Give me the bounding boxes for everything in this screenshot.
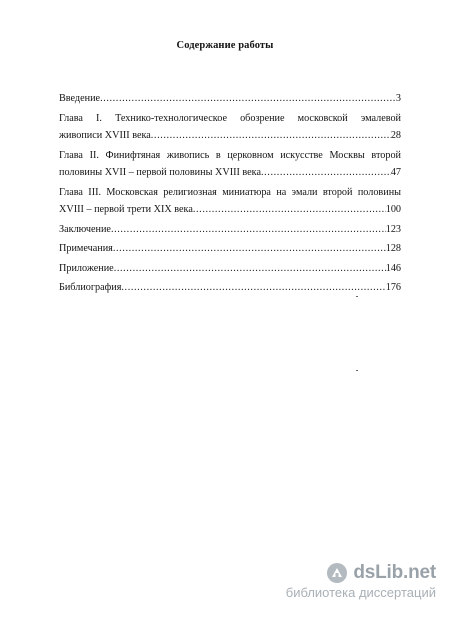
toc-label: Глава I. Технико-технологическое обозрение московской эмалевой xyxy=(59,112,401,124)
toc-entry-chapter-3 xyxy=(59,184,401,219)
toc-entry-conclusion xyxy=(59,221,401,239)
toc-page-number: 146 xyxy=(385,262,401,274)
toc-label: Библиография xyxy=(59,282,122,293)
toc-label: Глава II. Финифтяная живопись в церковном искусстве Москвы второй xyxy=(59,149,401,161)
toc-page-number: 3 xyxy=(395,93,401,104)
toc-page-number: 47 xyxy=(390,167,401,178)
toc-label-continued: XVIII – первой трети XIX века xyxy=(59,204,193,215)
toc-page-number: 123 xyxy=(385,223,401,235)
toc-entry-bibliography xyxy=(59,279,401,297)
toc-entry-appendix xyxy=(59,260,401,278)
dot-leader xyxy=(111,221,386,239)
toc-label: Глава III. Московская религиозная миниатюра на эмали второй половины xyxy=(59,186,401,198)
dot-leader xyxy=(113,240,386,258)
toc-label: Приложение xyxy=(59,262,114,274)
watermark-brand: dsLib.net xyxy=(353,562,436,583)
dot-leader xyxy=(114,260,386,278)
toc-page-number: 28 xyxy=(390,130,401,141)
dot-leader xyxy=(151,127,391,145)
scan-speck xyxy=(356,296,358,297)
toc-label: Примечания xyxy=(59,243,113,254)
dot-leader xyxy=(121,279,385,297)
toc-label: Заключение xyxy=(59,223,111,235)
toc-page-number: 176 xyxy=(385,282,401,293)
toc-label: Введение xyxy=(59,93,101,104)
toc-page-number: 128 xyxy=(385,243,401,254)
dslib-logo-icon xyxy=(326,562,348,584)
page-title: Содержание работы xyxy=(176,40,274,51)
dot-leader xyxy=(100,90,396,108)
scan-speck xyxy=(356,370,358,371)
toc-entry-chapter-1 xyxy=(59,110,401,145)
watermark xyxy=(286,562,436,600)
toc-page-number: 100 xyxy=(385,204,401,215)
dot-leader xyxy=(261,164,391,182)
toc-entry-intro xyxy=(59,90,401,108)
toc-entry-notes xyxy=(59,240,401,258)
table-of-contents xyxy=(59,90,401,297)
toc-label-continued: живописи XVIII века xyxy=(59,130,151,141)
toc-label-continued: половины XVII – первой половины XVIII века xyxy=(59,167,262,178)
toc-entry-chapter-2 xyxy=(59,147,401,182)
watermark-subtitle: библиотека диссертаций xyxy=(285,585,436,600)
dot-leader xyxy=(193,201,386,219)
